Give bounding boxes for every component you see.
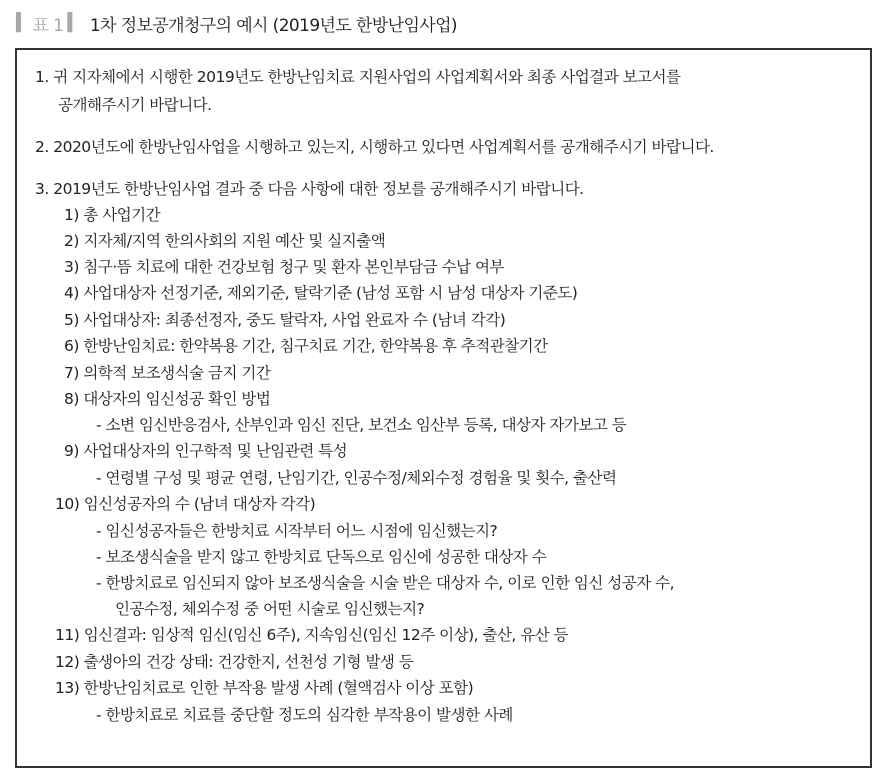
item-1-line-2: 공개해주시기 바랍니다. [58,96,212,114]
sub-item-10-detail-2: - 보조생식술을 받지 않고 한방치료 단독으로 임신에 성공한 대상자 수 [96,548,547,566]
caption-bar-right: ▍ [67,13,80,33]
sub-item-1: 1) 총 사업기간 [64,206,161,224]
item-3: 3. 2019년도 한방난임사업 결과 중 다음 사항에 대한 정보를 공개해주시기 바랍니다. [35,180,584,198]
sub-item-9: 9) 사업대상자의 인구학적 및 난임관련 특성 [64,442,348,460]
sub-item-13-detail: - 한방치료로 치료를 중단할 정도의 심각한 부작용이 발생한 사례 [96,706,513,724]
item-1-line-1: 1. 귀 지자체에서 시행한 2019년도 한방난임치료 지원사업의 사업계획서와 최종 사업결과 보고서를 [35,68,681,86]
sub-item-3: 3) 침구·뜸 치료에 대한 건강보험 청구 및 환자 본인부담금 수납 여부 [64,258,504,276]
sub-item-2: 2) 지자체/지역 한의사회의 지원 예산 및 실지출액 [64,232,386,250]
sub-item-8: 8) 대상자의 임신성공 확인 방법 [64,390,271,408]
sub-item-9-detail: - 연령별 구성 및 평균 연령, 난임기간, 인공수정/체외수정 경험율 및 횟수, 출산력 [96,469,617,487]
sub-item-12: 12) 출생아의 건강 상태: 건강한지, 선천성 기형 발생 등 [55,653,414,671]
table-caption [16,8,457,38]
item-2: 2. 2020년도에 한방난임사업을 시행하고 있는지, 시행하고 있다면 사업계획서를 공개해주시기 바랍니다. [35,138,714,156]
sub-item-6: 6) 한방난임치료: 한약복용 기간, 침구치료 기간, 한약복용 후 추적관찰기간 [64,337,548,355]
sub-item-11: 11) 임신결과: 임상적 임신(임신 6주), 지속임신(임신 12주 이상), 출산, 유산 등 [55,626,569,644]
sub-item-10-detail-3: - 한방치료로 임신되지 않아 보조생식술을 시술 받은 대상자 수, 이로 인한 임신 성공자 수, [96,574,675,592]
caption-bar-left: ▍ [16,13,29,33]
caption-title: 1차 정보공개청구의 예시 (2019년도 한방난임사업) [89,15,457,36]
sub-item-5: 5) 사업대상자: 최종선정자, 중도 탈락자, 사업 완료자 수 (남녀 각각) [64,311,506,329]
sub-item-10-detail-3-cont: 인공수정, 체외수정 중 어떤 시술로 임신했는지? [115,600,425,618]
caption-label: 표 1 [32,15,64,36]
sub-item-4: 4) 사업대상자 선정기준, 제외기준, 탈락기준 (남성 포함 시 남성 대상자 기준도) [64,284,578,302]
sub-item-10: 10) 임신성공자의 수 (남녀 대상자 각각) [55,495,316,513]
sub-item-10-detail-1: - 임신성공자들은 한방치료 시작부터 어느 시점에 임신했는지? [96,522,498,540]
sub-item-7: 7) 의학적 보조생식술 금지 기간 [64,364,271,382]
sub-item-8-detail: - 소변 임신반응검사, 산부인과 임신 진단, 보건소 임산부 등록, 대상자 자가보고 등 [96,416,627,434]
sub-item-13: 13) 한방난임치료로 인한 부작용 발생 사례 (혈액검사 이상 포함) [55,679,474,697]
